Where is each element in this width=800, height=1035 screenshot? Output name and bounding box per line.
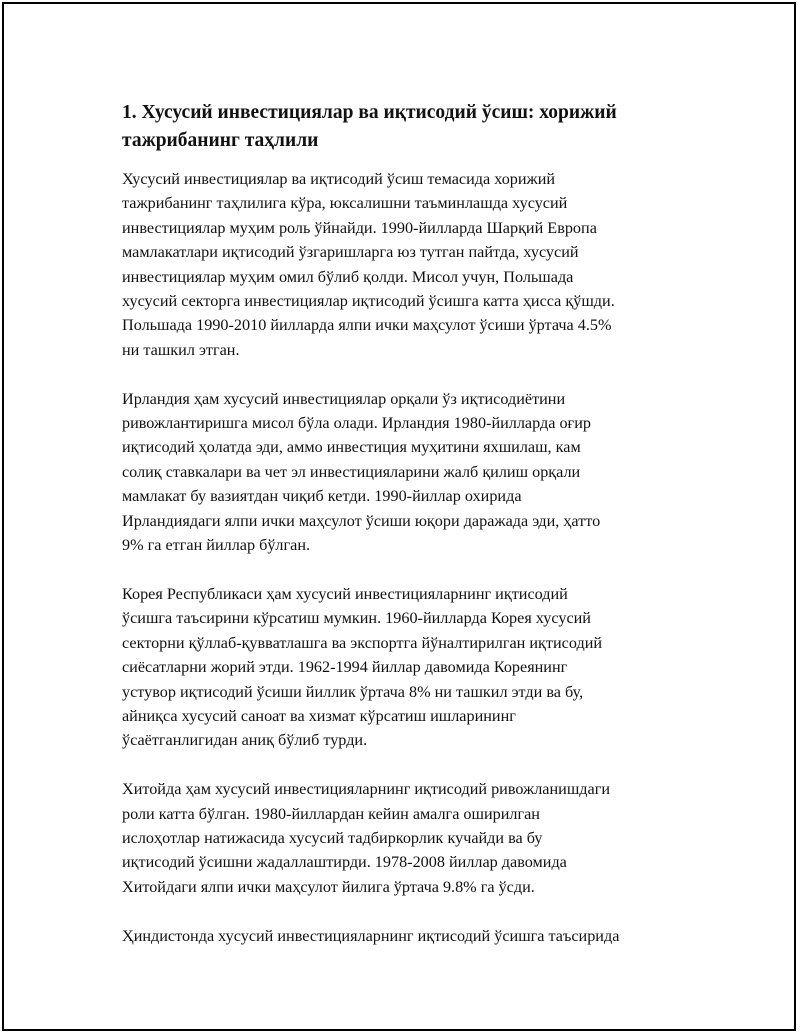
paragraph-ireland: Ирландия ҳам хусусий инвестициялар орқали ўз иқтисодиётини ривожлантиришга мисол бўла олади. Ирландия 1980-йилларда оғир иқтисодий ҳолатда эди, аммо инвестиция муҳитини яхшилаш, кам солиқ ставкалари ва чет эл инвестицияларини жалб қилиш орқали мамлакат бу вазиятдан чиқиб кетди. 1990-йиллар охирида Ирландиядаги ялпи ички маҳсулот ўсиши юқори даражада эди, ҳатто 9% га етган йиллар бўлган. [122,389,601,555]
paragraph-poland: Хусусий инвестициялар ва иқтисодий ўсиш темасида хорижий тажрибанинг таҳлилига кўра, юксалишни таъминлашда хусусий инвестициялар муҳим роль ўйнайди. 1990-йилларда Шарқий Европа мамлакатлари иқтисодий ўзгаришларга юз тутган пайтда, хусусий инвестициялар муҳим омил бўлиб қолди. Мисол учун, Польшада хусусий секторга инвестициялар иқтисодий ўсишга катта ҳисса қўшди. Польшада 1990-2010 йилларда ялпи ички маҳсулот ўсиши ўртача 4.5% ни ташкил этган. [122,170,615,359]
paragraph-korea: Корея Республикаси ҳам хусусий инвестицияларнинг иқтисодий ўсишга таъсирини кўрсатиш мумкин. 1960-йилларда Корея хусусий секторни қўллаб-қувватлашга ва экспортга йўналтирилган иқтисодий сиёсатларни жорий этди. 1962-1994 йиллар давомида Кореянинг устувор иқтисодий ўсиши йиллик ўртача 8% ни ташкил этди ва бу, айниқса хусусий саноат ва хизмат кўрсатиш ишларининг ўсаётганлигидан аниқ бўлиб турди. [122,584,603,750]
page-frame [2,2,796,1031]
document-body [122,99,697,972]
section-title: 1. Хусусий инвестициялар ва иқтисодий ўсиш: хорижий тажрибанинг таҳлили [122,102,617,151]
paragraph-china: Хитойда ҳам хусусий инвестицияларнинг иқтисодий ривожланишдаги роли катта бўлган. 1980-йиллардан кейин амалга оширилган ислоҳотлар натижасида хусусий тадбиркорлик кучайди ва бу иқтисодий ўсишни жадаллаштирди. 1978-2008 йиллар давомида Хитойдаги ялпи ички маҳсулот йилига ўртача 9.8% га ўсди. [122,780,611,896]
paragraph-india: Ҳиндистонда хусусий инвестицияларнинг иқтисодий ўсишга таъсирида [122,926,620,945]
